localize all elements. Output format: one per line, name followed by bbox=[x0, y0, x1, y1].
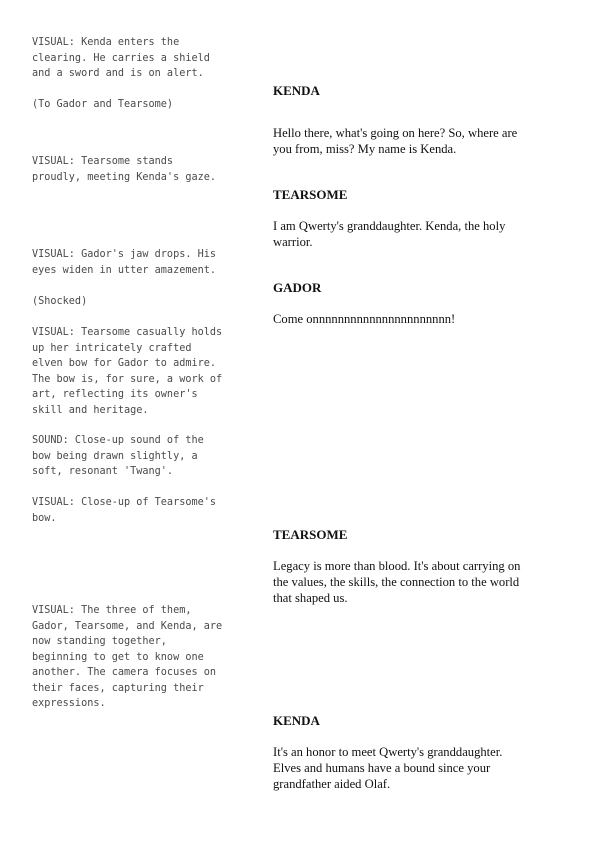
dialogue-tearsome: I am Qwerty's granddaughter. Kenda, the holy warrior. bbox=[273, 219, 506, 249]
visual-bow-holds: VISUAL: Tearsome casually holds up her intricately crafted elven bow for Gador to admire. The bow is, for sure, a work of art, reflecting its owner's skill and heritage. bbox=[32, 327, 223, 416]
speaker-tearsome: TEARSOME bbox=[273, 527, 348, 542]
dialogue-kenda: It's an honor to meet Qwerty's granddaughter. Elves and humans have a bound since your grandfather aided Olaf. bbox=[273, 745, 503, 791]
sound-bow: SOUND: Close-up sound of the bow being drawn slightly, a soft, resonant 'Twang'. bbox=[32, 435, 204, 477]
parenthetical-to-gador: (To Gador and Tearsome) bbox=[32, 99, 174, 110]
dialogue-gador: Come onnnnnnnnnnnnnnnnnnnnnn! bbox=[273, 312, 456, 326]
visual-tearsome-stands: VISUAL: Tearsome stands proudly, meeting Kenda's gaze. bbox=[32, 156, 217, 183]
visual-closeup-bow: VISUAL: Close-up of Tearsome's bow. bbox=[32, 497, 217, 524]
visual-three: VISUAL: The three of them, Gador, Tearsome, and Kenda, are now standing together, beginning to get to know one another. The camera focuses on their faces, capturing their expressions. bbox=[32, 605, 223, 709]
speaker-gador: GADOR bbox=[273, 280, 322, 295]
dialogue-tearsome: Legacy is more than blood. It's about carrying on the values, the skills, the connection to the world that shaped us. bbox=[273, 559, 521, 605]
dialogue-kenda: Hello there, what's going on here? So, where are you from, miss? My name is Kenda. bbox=[273, 126, 518, 156]
visual-gador-jaw: VISUAL: Gador's jaw drops. His eyes widen in utter amazement. bbox=[32, 249, 217, 276]
speaker-kenda: KENDA bbox=[273, 83, 320, 98]
speaker-kenda: KENDA bbox=[273, 713, 320, 728]
parenthetical-shocked: (Shocked) bbox=[32, 296, 88, 307]
speaker-tearsome: TEARSOME bbox=[273, 187, 348, 202]
visual-kenda-enters: VISUAL: Kenda enters the clearing. He carries a shield and a sword and is on alert. bbox=[32, 37, 210, 79]
